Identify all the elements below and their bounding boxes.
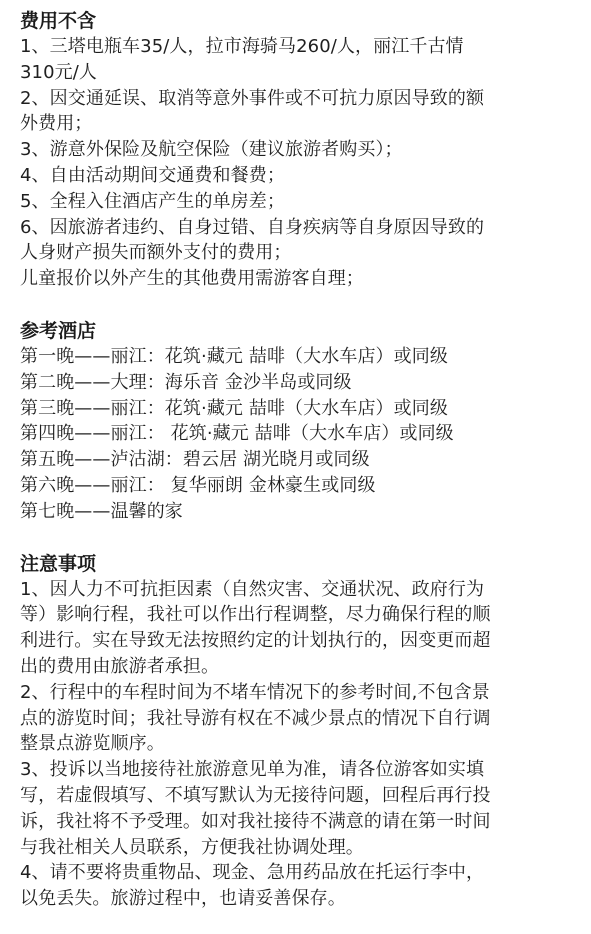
fee-line: 2、因交通延误、取消等意外事件或不可抗力原因导致的额: [20, 87, 485, 109]
hotel-line: 第五晚——泸沽湖：碧云居 湖光晓月或同级: [20, 449, 370, 471]
note-line: 4、请不要将贵重物品、现金、急用药品放在托运行李中，: [20, 862, 485, 884]
note-line: 与我社相关人员联系，方便我社协调处理。: [20, 836, 364, 858]
fee-line: 4、自由活动期间交通费和餐费；: [20, 164, 285, 186]
notes-section: [20, 551, 573, 912]
fee-line: 人身财产损失而额外支付的费用；: [20, 242, 292, 264]
fee-line: 儿童报价以外产生的其他费用需游客自理；: [20, 268, 364, 290]
fee-line: 3、游意外保险及航空保险（建议旅游者购买）；: [20, 139, 403, 161]
fee-line: 6、因旅游者违约、自身过错、自身疾病等自身原因导致的: [20, 216, 485, 238]
note-line: 点的游览时间；我社导游有权在不减少景点的情况下自行调: [20, 707, 491, 729]
note-line: 利进行。实在导致无法按照约定的计划执行的，因变更而超: [20, 630, 491, 652]
note-line: 写，若虚假填写、不填写默认为无接待问题，回程后再行投: [20, 784, 491, 806]
reference-hotels-section: [20, 318, 573, 525]
note-line: 1、因人力不可抗拒因素（自然灾害、交通状况、政府行为: [20, 578, 485, 600]
hotel-line: 第二晚——大理：海乐音 金沙半岛或同级: [20, 371, 352, 393]
hotel-line: 第一晚——丽江：花筑·藏元 喆啡（大水车店）或同级: [20, 345, 448, 367]
hotel-line: 第三晚——丽江：花筑·藏元 喆啡（大水车店）或同级: [20, 397, 448, 419]
note-line: 诉，我社将不予受理。如对我社接待不满意的请在第一时间: [20, 810, 491, 832]
note-line: 3、投诉以当地接待社旅游意见单为准，请各位游客如实填: [20, 759, 485, 781]
note-line: 整景点游览顺序。: [20, 733, 165, 755]
hotel-line: 第四晚——丽江： 花筑·藏元 喆啡（大水车店）或同级: [20, 423, 454, 445]
note-line: 出的费用由旅游者承担。: [20, 655, 220, 677]
fee-line: 5、全程入住酒店产生的单房差；: [20, 190, 285, 212]
note-line: 以免丢失。旅游过程中，也请妥善保存。: [20, 888, 346, 910]
note-line: 等）影响行程，我社可以作出行程调整，尽力确保行程的顺: [20, 604, 491, 626]
fee-line: 外费用；: [20, 113, 93, 135]
fee-line: 310元/人: [20, 61, 98, 83]
reference-hotels-heading: 参考酒店: [20, 319, 97, 342]
notes-heading: 注意事项: [20, 552, 97, 575]
fees-excluded-section: [20, 8, 573, 292]
fee-line: 1、三塔电瓶车35/人，拉市海骑马260/人，丽江千古情: [20, 36, 464, 57]
fees-excluded-heading: 费用不含: [20, 10, 97, 32]
note-line: 2、行程中的车程时间为不堵车情况下的参考时间,不包含景: [20, 681, 490, 703]
hotel-line: 第六晚——丽江： 复华丽朗 金林豪生或同级: [20, 474, 376, 496]
hotel-line: 第七晚——温馨的家: [20, 500, 183, 522]
